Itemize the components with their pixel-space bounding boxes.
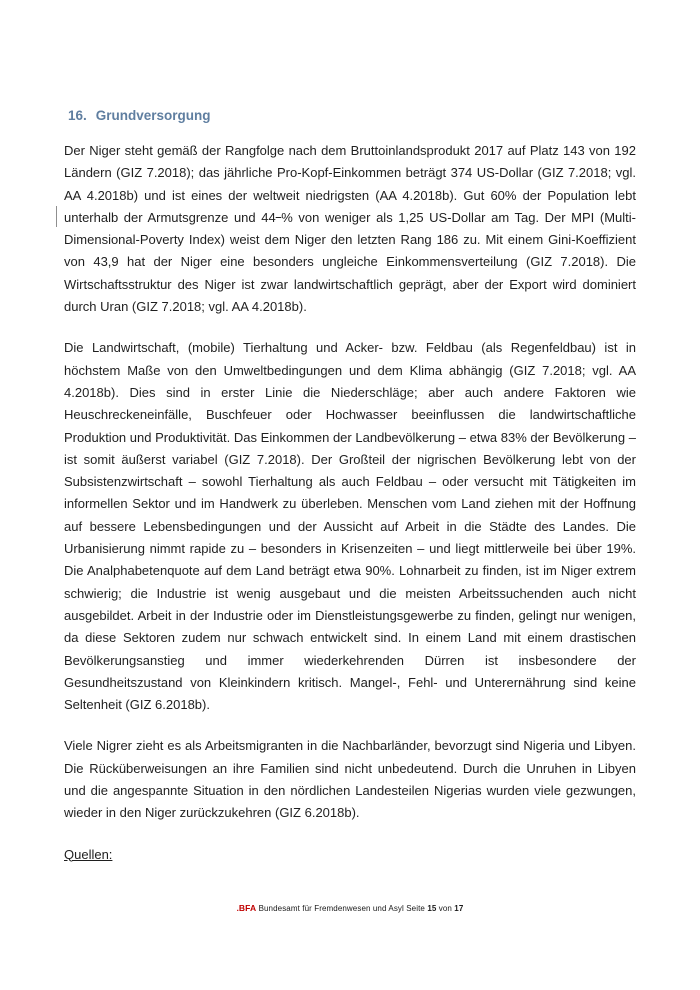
section-number: 16. [68, 108, 87, 123]
paragraph-economy-text-before: Der Niger steht gemäß der Rangfolge nach dem Bruttoinlandsprodukt 2017 auf Platz 143 von 192 Ländern (GIZ 7.2018); das jährliche Pro-Kopf-Einkommen beträgt 374 US-Dollar (GIZ 7.2018; vgl. AA 4.2018b) und ist eines der weltweit niedrigsten (AA 4.2018b). Gut 60% der Population lebt unterhalb der Armutsgrenze und 44 [64, 143, 636, 225]
section-heading [68, 108, 636, 123]
sources-label: Quellen: [64, 846, 113, 862]
paragraph-migration: Viele Nigrer zieht es als Arbeitsmigranten in die Nachbarländer, bevorzugt sind Nigeria und Libyen. Die Rücküberweisungen an ihre Familien sind nicht unbedeutend. Durch die Unruhen in Libyen und die angespannte Situation in den nördlichen Landesteilen Nigerias wurden viele gezwungen, wieder in den Niger zurückzukehren (GIZ 6.2018b). [64, 738, 636, 821]
page-number-total: 17 [454, 904, 464, 913]
paragraph-economy-text-after: % von weniger als 1,25 US-Dollar am Tag. Der MPI (Multi-Dimensional-Poverty Index) weist dem Niger den letzten Rang 186 zu. Mit einem Gini-Koeffizient von 43,9 hat der Niger eine besonders ungleiche Einkommensverteilung (GIZ 7.2018). Die Wirtschaftsstruktur des Niger ist zwar landwirtschaftlich geprägt, aber der Export wird dominiert durch Uran (GIZ 7.2018; vgl. AA 4.2018b). [64, 209, 636, 315]
sources-heading [64, 844, 636, 866]
footer-page-word: Seite [406, 904, 425, 913]
bfa-logo: BFA [238, 903, 257, 913]
page-number-current: 15 [427, 904, 437, 913]
footer-logo-mark: . [236, 904, 239, 913]
footer-org-name: Bundesamt für Fremdenwesen und Asyl [258, 904, 404, 913]
page-footer [0, 903, 700, 913]
footer-von-word: von [438, 904, 452, 913]
section-title: Grundversorgung [95, 108, 211, 123]
paragraph-economy [64, 140, 636, 318]
paragraph-agriculture: Die Landwirtschaft, (mobile) Tierhaltung und Acker- bzw. Feldbau (als Regenfeldbau) ist in höchstem Maße von den Umweltbedingungen und dem Klima abhängig (GIZ 7.2018; vgl. AA 4.2018b). Dies sind in erster Linie die Niederschläge; aber auch andere Faktoren wie Heuschreckeneinfälle, Buschfeuer oder Hochwasser beeinflussen die landwirtschaftliche Produktion und Produktivität. Das Einkommen der Landbevölkerung – etwa 83% der Bevölkerung – ist somit äußerst variabel (GIZ 7.2018). Der Großteil der nigrischen Bevölkerung lebt von der Subsistenzwirtschaft – sowohl Tierhaltung als auch Feldbau – oder versucht mit Tätigkeiten im informellen Sektor und im Handwerk zu überleben. Menschen vom Land ziehen mit der Hoffnung auf bessere Lebensbedingungen und der Aussicht auf Arbeit in die Städte des Landes. Die Urbanisierung nimmt rapide zu – besonders in Krisenzeiten – und liegt mittlerweile bei über 19%. Die Analphabetenquote auf dem Land beträgt etwa 90%. Lohnarbeit zu finden, ist im Niger extrem schwierig; die Industrie ist wenig ausgebaut und die meisten Arbeitssuchenden auch nicht ausgebildet. Arbeit in der Industrie oder im Dienstleistungsgewerbe zu finden, gelingt nur wenigen, da diese Sektoren zudem nur schwach entwickelt sind. In einem Land mit einem drastischen Bevölkerungsanstieg und immer wiederkehrenden Dürren ist insbesondere der Gesundheitszustand von Kleinkindern kritisch. Mangel-, Fehl- und Unterernährung sind keine Seltenheit (GIZ 6.2018b). [64, 340, 636, 713]
